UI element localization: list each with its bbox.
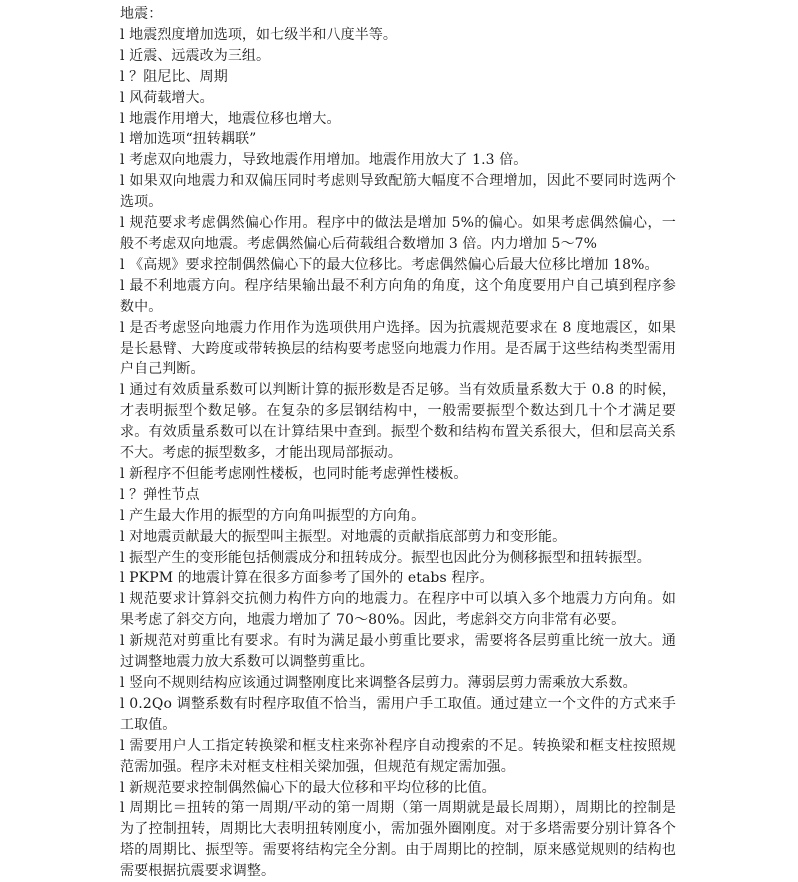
list-item: l ？弹性节点 — [120, 486, 200, 503]
list-item: l 规范要求计算斜交抗侧力构件方向的地震力。在程序中可以填入多个地震力方向角。如果考虑了斜交方向，地震力增加了 70～80%。因此，考虑斜交方向非常有必要。 — [120, 591, 676, 629]
list-item: l 《高规》要求控制偶然偏心下的最大位移比。考虑偶然偏心后最大位移比增加 18%。 — [120, 256, 659, 273]
list-item: l 新规范要求控制偶然偏心下的最大位移和平均位移的比值。 — [120, 779, 496, 796]
list-item: l 新程序不但能考虑刚性楼板，也同时能考虑弹性楼板。 — [120, 465, 468, 482]
list-item: l 如果双向地震力和双偏压同时考虑则导致配筋大幅度不合理增加，因此不要同时选两个选项。 — [120, 173, 676, 211]
list-item: l 增加选项“扭转耦联” — [120, 131, 257, 148]
list-item: l 地震作用增大，地震位移也增大。 — [120, 110, 341, 127]
list-item: l 0.2Qo 调整系数有时程序取值不恰当，需用户手工取值。通过建立一个文件的方式来手工取值。 — [120, 695, 676, 733]
list-item: l 地震烈度增加选项，如七级半和八度半等。 — [120, 26, 398, 43]
list-item: l 考虑双向地震力，导致地震作用增加。地震作用放大了 1.3 倍。 — [120, 152, 528, 169]
list-item: l 振型产生的变形能包括侧震成分和扭转成分。振型也因此分为侧移振型和扭转振型。 — [120, 549, 651, 566]
list-item: l ？阻尼比、周期 — [120, 68, 228, 85]
list-item: l 产生最大作用的振型的方向角叫振型的方向角。 — [120, 507, 426, 524]
list-item: l 竖向不规则结构应该通过调整刚度比来调整各层剪力。薄弱层剪力需乘放大系数。 — [120, 675, 637, 691]
list-item: l 最不利地震方向。程序结果输出最不利方向角的角度，这个角度要用户自己填到程序参数中。 — [120, 277, 676, 315]
document-body — [120, 4, 676, 882]
section-heading: 地震： — [120, 6, 163, 22]
list-item: l 近震、远震改为三组。 — [120, 47, 271, 64]
list-item: l 通过有效质量系数可以判断计算的振形数是否足够。当有效质量系数大于 0.8 的时候，才表明振型个数足够。在复杂的多层钢结构中，一般需要振型个数达到几十个才满足要求。有效质量系数可以在计算结果中查到。振型个数和结构布置关系很大，但和层高关系不大。考虑的振型数多，才能出现局部振动。 — [120, 382, 676, 462]
list-item: l 周期比＝扭转的第一周期/平动的第一周期（第一周期就是最长周期），周期比的控制是为了控制扭转，周期比大表明扭转刚度小，需加强外圈刚度。对于多塔需要分别计算各个塔的周期比、振型等。需要将结构完全分割。由于周期比的控制，原来感觉规则的结构也需要根据抗震要求调整。 — [120, 800, 676, 880]
list-item: l PKPM 的地震计算在很多方面参考了国外的 etabs 程序。 — [120, 570, 494, 587]
list-item: l 风荷载增大。 — [120, 89, 214, 106]
list-item: l 规范要求考虑偶然偏心作用。程序中的做法是增加 5%的偏心。如果考虑偶然偏心，一般不考虑双向地震。考虑偶然偏心后荷载组合数增加 3 倍。内力增加 5～7% — [120, 215, 676, 252]
list-item: l 对地震贡献最大的振型叫主振型。对地震的贡献指底部剪力和变形能。 — [120, 528, 567, 545]
list-item: l 是否考虑竖向地震力作用作为选项供用户选择。因为抗震规范要求在 8 度地震区，如果是长悬臂、大跨度或带转换层的结构要考虑竖向地震力作用。是否属于这些结构类型需用户自己判断。 — [120, 319, 676, 378]
list-item: l 需要用户人工指定转换梁和框支柱来弥补程序自动搜索的不足。转换梁和框支柱按照规范需加强。程序未对框支柱相关梁加强，但规范有规定需加强。 — [120, 737, 676, 775]
list-item: l 新规范对剪重比有要求。有时为满足最小剪重比要求，需要将各层剪重比统一放大。通过调整地震力放大系数可以调整剪重比。 — [120, 633, 676, 671]
